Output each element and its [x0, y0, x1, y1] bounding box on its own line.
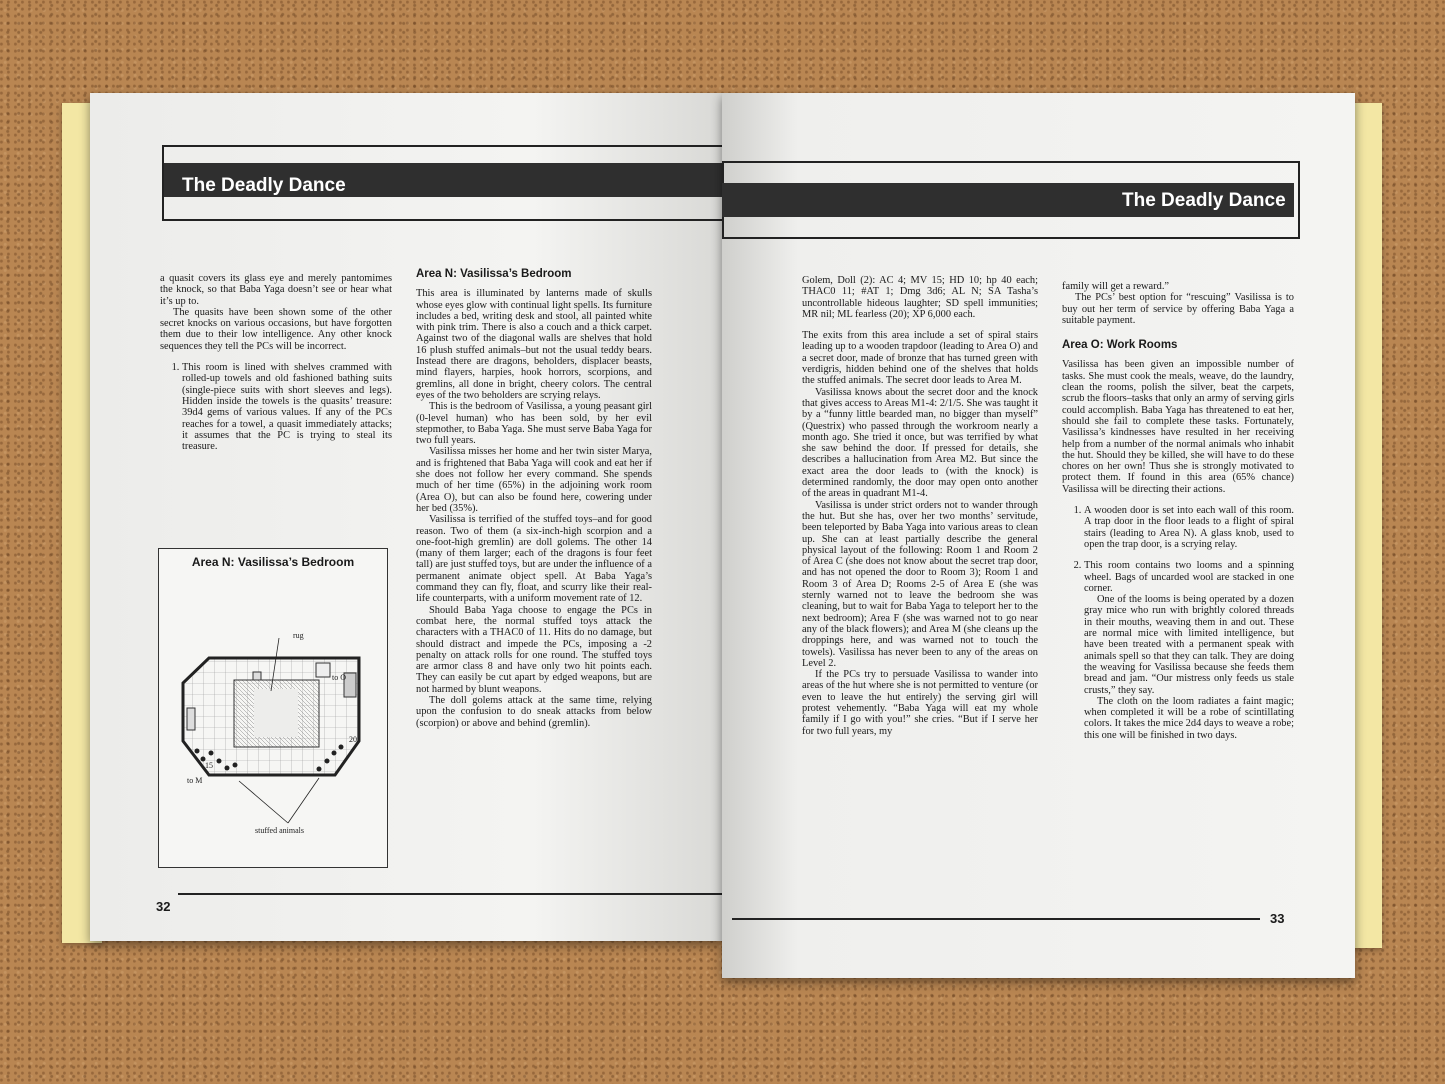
map-label-to-m: to M	[187, 776, 203, 785]
map-label-stuffed-animals: stuffed animals	[255, 826, 304, 835]
footer-rule	[732, 918, 1260, 920]
paragraph: family will get a reward.”	[1062, 281, 1170, 292]
paragraph: If the PCs try to persuade Vasilissa to wander into areas of the hut where she is not permitted to venture (or even to leave the hut entirely) the serving girl will protest vehemently. “Baba Yaga will eat my whole family if I go with you!” she cries. “But if I serve her for two full years, my	[802, 669, 1038, 737]
header-title: The Deadly Dance	[1122, 190, 1286, 211]
paragraph: The quasits have been shown some of the other secret knocks on various occasions, but have forgotten them due to their low intelligence. Any other knock sequences they tell the PCs will be incorrect.	[160, 306, 392, 352]
left-page	[90, 93, 722, 941]
paragraph: Vasilissa has been given an impossible number of tasks. She must cook the meals, weave, do the laundry, clean the rooms, polish the silver, beat the carpets, scrub the floors–tasks that only an army of serving girls could accomplish. Baba Yaga has threatened to eat her, should she fail to complete these tasks. Fortunately, Vasilissa’s kindnesses have resulted in her receiving help from a number of the normal animals who inhabit the hut. Should they be killed, she will have to do these chores on her own! Thus she is strongly motivated to protect them. If found in this area (65% chance) Vasilissa will be directing their actions.	[1062, 359, 1294, 495]
list-item-text: 1. This room is lined with shelves crammed with rolled-up towels and old fashioned bathing suits (single-piece suits with short sleeves and legs). Hidden inside the towels is the quasits’ treasure: 39d4 gems of various values. If any of the PCs reaches for a towel, a quasit immediately attacks; it assumes that the PC is trying to steal its treasure.	[182, 362, 392, 453]
list-item-text: 2. This room contains two looms and a spinning wheel. Bags of uncarded wool are stacked in one corner.	[1084, 560, 1294, 594]
paragraph: Vasilissa knows about the secret door and the knock that gives access to Areas M1-4: 2/1/5. She was taught it by a “funny little bearded man, no bigger than myself” (Questrix) who passed through the workroom nearly a month ago. She tried it once, but was terrified by what she saw behind the door. If pressed for details, she describes a hallucination from Area M2. But since the exact area the door leads to (with the knock) is determined randomly, the door may open onto another of the areas in quadrant M1-4.	[802, 386, 1038, 500]
map-label-15: 15	[205, 761, 213, 770]
paragraph: Should Baba Yaga choose to engage the PCs in combat here, the normal stuffed toys attack the characters with a THAC0 of 11. Hits do no damage, but should distract and impede the PCs, imposing a -2 penalty on attack rolls for one round. The stuffed toys are armor class 8 and have only two hit points each. They can easily be cut apart by edged weapons, but are not harmed by blunt weapons.	[416, 604, 652, 695]
paragraph: Vasilissa is terrified of the stuffed toys–and for good reason. Two of them (a six-inch-high scorpion and a one-foot-high gremlin) are doll golems. The other 14 (many of them larger; each of the dragons is four feet tall) are just stuffed toys, but are under the influence of a permanent animate object spell. At Baba Yaga’s command they can fly, float, and scurry like their real-life counterparts, with a uniform movement rate of 12.	[416, 514, 652, 605]
section-heading: Area N: Vasilissa’s Bedroom	[416, 268, 572, 280]
paragraph: The exits from this area include a set of spiral stairs leading up to a wooden trapdoor (leading to Area O) and a secret door, made of bronze that has turned green with verdigris, hidden behind one of the shelves that holds the stuffed animals. The secret door leads to Area M.	[802, 330, 1038, 387]
paragraph: a quasit covers its glass eye and merely pantomimes the knock, so that Baba Yaga doesn’t see or hear what it’s up to.	[160, 273, 392, 307]
header-title: The Deadly Dance	[182, 175, 346, 196]
map-figure	[158, 548, 388, 868]
footer-rule	[178, 893, 722, 895]
map-title: Area N: Vasilissa’s Bedroom	[191, 555, 355, 569]
paragraph: The PCs’ best option for “rescuing” Vasilissa is to buy out her term of service by offering Baba Yaga a suitable payment.	[1062, 292, 1294, 326]
floor-plan-map	[159, 573, 387, 863]
list-item-text: 1. A wooden door is set into each wall of this room. A trap door in the floor leads to a flight of spiral stairs (leading to Area N). A glass knob, used to open the trap door, is a scrying relay.	[1084, 505, 1294, 550]
list-item-text: One of the looms is being operated by a dozen gray mice who run with brightly colored threads in their mouths, weaving them in and out. These are normal mice with limited intelligence, but have been treated with a permanent speak with animals spell so that they can talk. They are doing the weaving for Vasilissa because she feeds them bread and jam. “Our mistress only feeds us stale crusts,” they say.	[1084, 594, 1294, 696]
right-column-1	[802, 275, 1038, 737]
stat-block: Golem, Doll (2): AC 4; MV 15; HD 10; hp 40 each; THAC0 11; #AT 1; Dmg 3d6; AL N; SA Tasha’s uncontrollable hideous laughter; SD spell immunities; MR nil; ML fearless (20); XP 6,000 each.	[802, 275, 1038, 320]
paragraph: Vasilissa is under strict orders not to wander through the hut. But she has, over her two months’ servitude, been teleported by Baba Yaga into various areas to clean up. She can at least partially describe the general physical layout of the following: Room 1 and Room 2 of Area C (she does not know about the secret trap door, and has not opened the door to Room 3); Room 1 and Room 3 of Area D; Rooms 2-5 of Area E (she was sternly warned not to leave the bedroom she was cleaning, but to wait for Baba Yaga to teleport her to the next bedroom); Area F (she was warned not to go near any of the black flowers); and Area M (she cleans up the droppings here, and was warned not to touch the towels). Vasilissa has never been to any of the areas on Level 2.	[802, 499, 1038, 669]
right-column-2	[1062, 281, 1294, 751]
map-label-20: 20	[349, 735, 357, 744]
paragraph: This is the bedroom of Vasilissa, a young peasant girl (0-level human) who has been sold, by her evil stepmother, to Baba Yaga. She must serve Baba Yaga for two full years.	[416, 401, 652, 447]
page-number: 32	[156, 899, 171, 914]
right-page	[722, 93, 1355, 978]
list-item	[182, 362, 392, 452]
list-item	[1084, 560, 1294, 741]
paragraph: This area is illuminated by lanterns made of skulls whose eyes glow with continual light spells. Its furniture includes a bed, writing desk and stool, all painted white with pink trim. There is also a couch and a thick carpet. Against two of the diagonal walls are shelves that hold 16 plush stuffed animals–but not the usual teddy bears. Instead there are dragons, beholders, displacer beasts, mind flayers, harpies, hook horrors, scorpions, and gremlins, all done in bright, cheery colors. The central eyes of the two beholders are scrying relays.	[416, 288, 652, 401]
page-number: 33	[1270, 911, 1285, 926]
left-column-2	[416, 269, 652, 729]
map-label-to-o: to O	[332, 673, 346, 682]
list-item	[1084, 505, 1294, 550]
map-label-rug: rug	[293, 631, 304, 640]
section-heading: Area O: Work Rooms	[1062, 339, 1178, 352]
left-column-1	[160, 273, 392, 462]
paragraph: Vasilissa misses her home and her twin sister Marya, and is frightened that Baba Yaga will cook and eat her if she does not follow her every command. She spends much of her time (65%) in the adjoining work room (Area O), but can also be found here, cowering under her bed (35%).	[416, 446, 652, 514]
paragraph: The doll golems attack at the same time, relying upon the confusion to do sneak attacks from below (scorpion) or above and behind (gremlin).	[416, 694, 652, 729]
list-item-text: The cloth on the loom radiates a faint magic; when completed it will be a robe of scintillating colors. It takes the mice 2d4 days to weave a robe; this one will be finished in two days.	[1084, 695, 1294, 741]
